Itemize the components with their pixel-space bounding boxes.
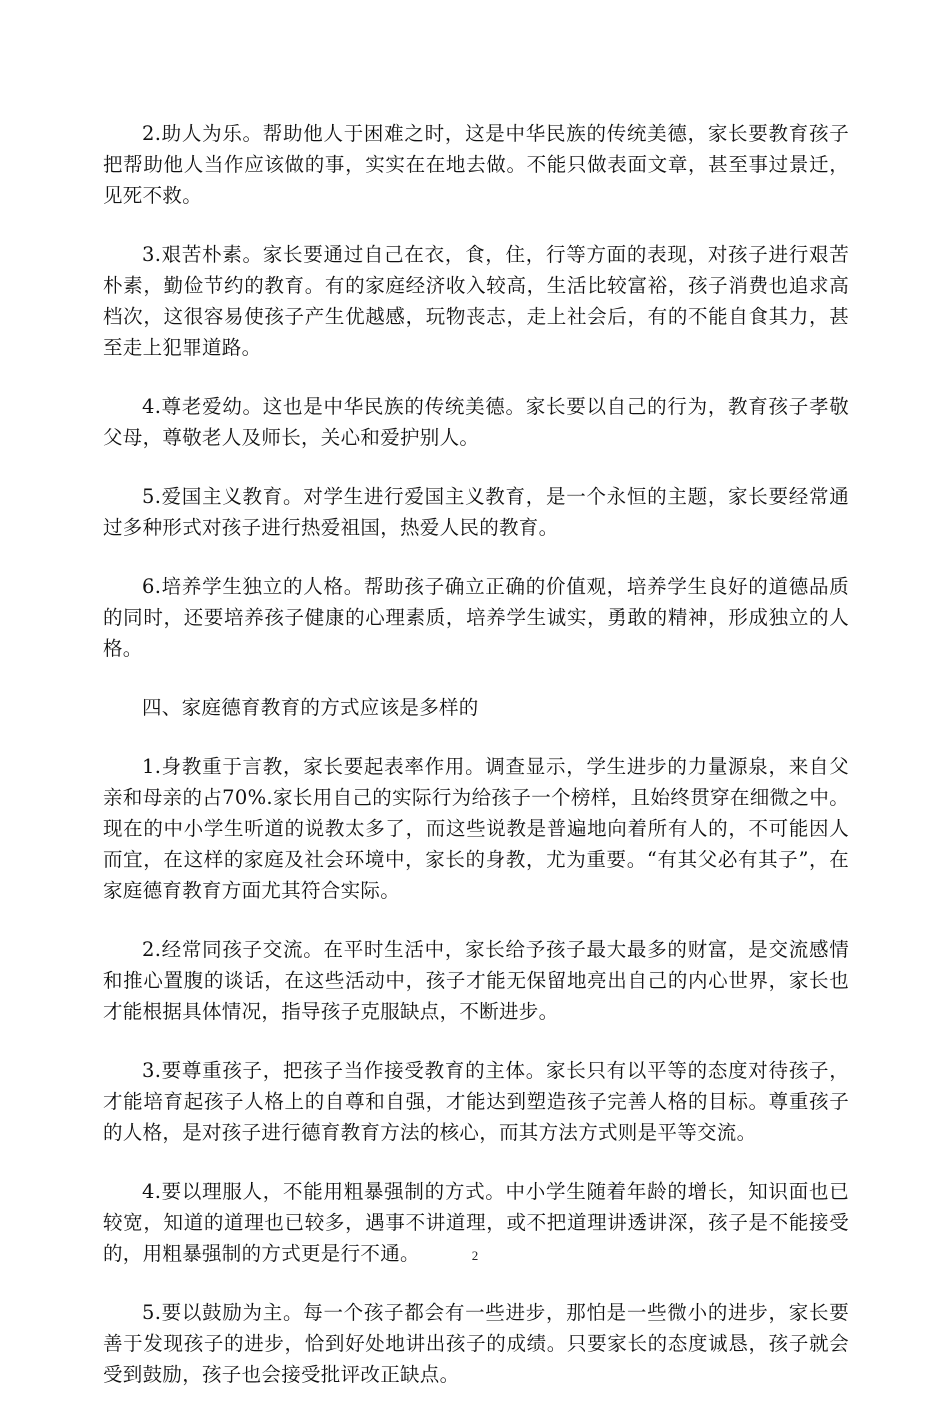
paragraph-encouragement: 5.要以鼓励为主。每一个孩子都会有一些进步，那怕是一些微小的进步，家长要善于发现孩子的进步，恰到好处地讲出孩子的成绩。只要家长的态度诚恳，孩子就会受到鼓励，孩子也会接受批评改正缺点。	[103, 1301, 849, 1386]
paragraph-reasoning: 4.要以理服人，不能用粗暴强制的方式。中小学生随着年龄的增长，知识面也已较宽，知道的道理也已较多，遇事不讲道理，或不把道理讲透讲深，孩子是不能接受的，用粗暴强制的方式更是行不通。	[103, 1180, 849, 1265]
paragraph-independent-personality: 6.培养学生独立的人格。帮助孩子确立正确的价值观，培养学生良好的道德品质的同时，还要培养孩子健康的心理素质，培养学生诚实，勇敢的精神，形成独立的人格。	[103, 575, 849, 660]
paragraph-lead-by-example: 1.身教重于言教，家长要起表率作用。调查显示，学生进步的力量源泉，来自父亲和母亲的占70%.家长用自己的实际行为给孩子一个榜样，且始终贯穿在细微之中。现在的中小学生听道的说教太多了，而这些说教是普遍地向着所有人的，不可能因人而宜，在这样的家庭及社会环境中，家长的身教，尤为重要。“有其父必有其子”，在家庭德育教育方面尤其符合实际。	[103, 755, 849, 902]
paragraph-patriotism: 5.爱国主义教育。对学生进行爱国主义教育，是一个永恒的主题，家长要经常通过多种形式对孩子进行热爱祖国，热爱人民的教育。	[103, 485, 849, 539]
paragraph-respect-children: 3.要尊重孩子，把孩子当作接受教育的主体。家长只有以平等的态度对待孩子，才能培育起孩子人格上的自尊和自强，才能达到塑造孩子完善人格的目标。尊重孩子的人格，是对孩子进行德育教育方法的核心，而其方法方式则是平等交流。	[103, 1059, 849, 1144]
paragraph-communicate: 2.经常同孩子交流。在平时生活中，家长给予孩子最大最多的财富，是交流感情和推心置腹的谈话，在这些活动中，孩子才能无保留地亮出自己的内心世界，家长也才能根据具体情况，指导孩子克服缺点，不断进步。	[103, 938, 849, 1023]
document-body	[103, 118, 849, 1418]
page-number: 2	[471, 1248, 479, 1263]
paragraph-frugality: 3.艰苦朴素。家长要通过自己在衣，食，住，行等方面的表现，对孩子进行艰苦朴素，勤俭节约的教育。有的家庭经济收入较高，生活比较富裕，孩子消费也追求高档次，这很容易使孩子产生优越感，玩物丧志，走上社会后，有的不能自食其力，甚至走上犯罪道路。	[103, 243, 849, 359]
paragraph-helping-others: 2.助人为乐。帮助他人于困难之时，这是中华民族的传统美德，家长要教育孩子把帮助他人当作应该做的事，实实在在地去做。不能只做表面文章，甚至事过景迁，见死不救。	[103, 122, 849, 207]
section-heading: 四、家庭德育教育的方式应该是多样的	[142, 696, 479, 719]
paragraph-respect-elders: 4.尊老爱幼。这也是中华民族的传统美德。家长要以自己的行为，教育孩子孝敬父母，尊敬老人及师长，关心和爱护别人。	[103, 395, 849, 449]
